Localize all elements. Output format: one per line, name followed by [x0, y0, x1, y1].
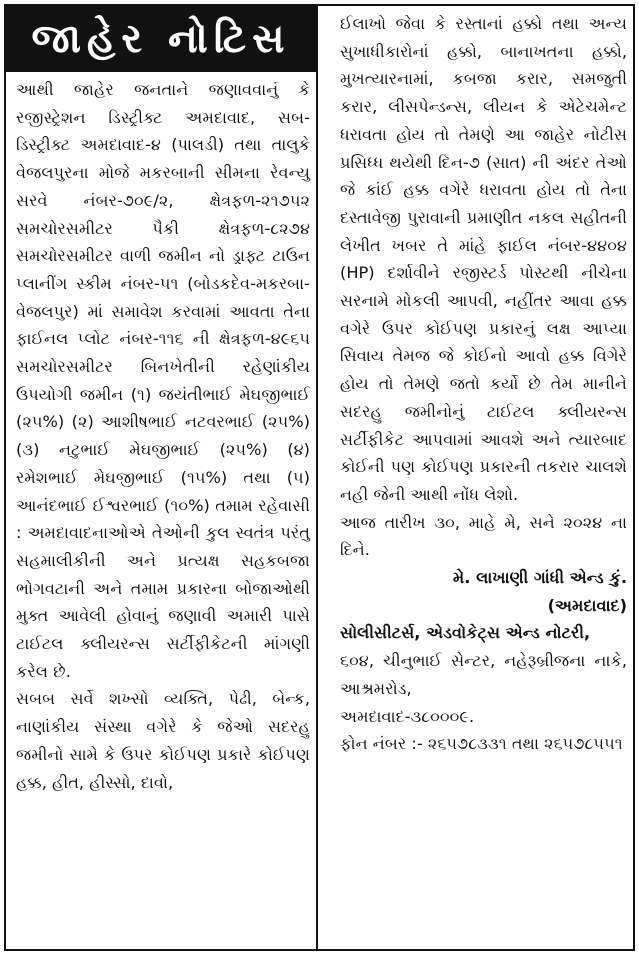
- notice-paragraph-2: સબબ સર્વે શખ્સો વ્યક્તિ, પેઢી, બેન્ક, નાણાંકીય સંસ્થા વગેરે કે જેઓ સદરહુ જમીનો સામે કે ઉપર કોઈપણ પ્રકારે કોઈપણ હક્ક, હીત, હીસ્સો, દાવો,: [16, 689, 316, 792]
- left-column: [6, 6, 318, 949]
- signature-profession: સોલીસીટર્સ, એડવોકેટ્સ એન્ડ નોટરી,: [340, 623, 591, 643]
- right-column: [318, 6, 633, 949]
- signature-city: (અમદાવાદ): [547, 595, 627, 615]
- notice-page: [4, 4, 635, 951]
- signature-address-2: અમદાવાદ-૩૮૦૦૦૯.: [340, 706, 475, 726]
- notice-paragraph-3: ઈલાખો જેવા કે રસ્તાનાં હક્કો તથા અન્ય સુખાધીકારોનાં હક્કો, બાનાખતના હક્કો, મુખત્યારનામાં, કબજા કરાર, સમજુતી કરાર, લીસપેન્ડન્સ, લીયન કે એટેચમેન્ટ ધરાવતા હોય તો તેમણે આ જાહેર નોટીસ પ્રસિધ્ધ થયેથી દિન-૭ (સાત) ની અંદર તેઓ જે કાંઈ હક્ક વગેરે ધરાવતા હોય તો તેના દસ્તાવેજી પુરાવાની પ્રમાણીત નકલ સહીતની લેખીત ખબર તે માંહે ફાઈલ નંબર-૪૪૦૪ (HP) દર્શાવીને રજીસ્ટર્ડ પોસ્ટથી નીચેના સરનામે મોકલી આપવી, નહીંતર આવા હક્ક વગેરે ઉપર કોઈપણ પ્રકારનું લક્ષ આપ્યા સિવાય તેમજ જે કોઈનો આવો હક્ક વિગેરે હોય તો તેમણે જતો કર્યો છે તેમ માનીને સદરહુ જમીનોનું ટાઈટલ ક્લીયરન્સ સર્ટીફીકેટ આપવામાં આવશે અને ત્યારબાદ કોઈની પણ કોઈપણ પ્રકારની તકરાર ચાલશે નહી જેની આથી નોંધ લેશો.: [340, 14, 633, 504]
- signature-address-1: ૬૦૪, ચીનુભાઈ સેન્ટર, નહેરૂબ્રીજના નાકે, આશ્રમરોડ,: [340, 651, 633, 698]
- notice-date: આજ તારીખ ૩૦, માહે મે, સને ૨૦૨૪ ના દિને.: [340, 512, 633, 560]
- signature-firm: મે. લાખાણી ગાંધી એન્ડ કું.: [452, 568, 627, 588]
- signature-phone: ફોન નંબર :- ૨૬૫૭૮૩૩૧ તથા ૨૬૫૭૮૫૫૧: [340, 734, 623, 754]
- notice-title: જાહેર નોટિસ: [6, 6, 316, 72]
- notice-paragraph-1: આથી જાહેર જનતાને જણાવવાનું કે રજીસ્ટ્રેશન ડિસ્ટ્રીક્ટ અમદાવાદ, સબ-ડિસ્ટ્રીક્ટ અમદાવાદ-૪ (પાલડી) તથા તાલુકે વેજલપુરના મોજે મકરબાની સીમના રેવન્યુ સરવે નંબર-૭૦૯/૨, ક્ષેત્રફળ-૨૧૭૫૨ સમચોરસમીટર પૈકી ક્ષેત્રફળ-૮૨૭૪ સમચોરસમીટર વાળી જમીન નો ડ્રાફ્ટ ટાઉન પ્લાનીંગ સ્કીમ નંબર-૫૧ (બોડકદેવ-મકરબા-વેજલપુર) માં સમાવેશ કરવામાં આવતા તેના ફાઈનલ પ્લોટ નંબર-૧૧૬ ની ક્ષેત્રફળ-૪૯૬૫ સમચોરસમીટર બિનખેતીની રહેણાંકીય ઉપયોગી જમીન (૧) જયંતીભાઈ મેઘજીભાઈ (૨૫%) (૨) આશીષભાઈ નટવરભાઈ (૨૫%) (૩) નટુભાઈ મેઘજીભાઈ (૨૫%) (૪) રમેશભાઈ મેઘજીભાઈ (૧૫%) તથા (૫) આનંદભાઈ ઈશ્વરભાઈ (૧૦%) તમામ રહેવાસી : અમદાવાદનાઓએ તેઓની કુલ સ્વતંત્ર પરંતુ સહમાલીકીની અને પ્રત્યક્ષ સહકબજા ભોગવટાની અને તમામ પ્રકારના બોજાઓથી મુક્ત આવેલી હોવાનું જણાવી અમારી પાસે ટાઈટલ ક્લીયરન્સ સર્ટીફીકેટની માંગણી કરેલ છે.: [16, 80, 316, 681]
